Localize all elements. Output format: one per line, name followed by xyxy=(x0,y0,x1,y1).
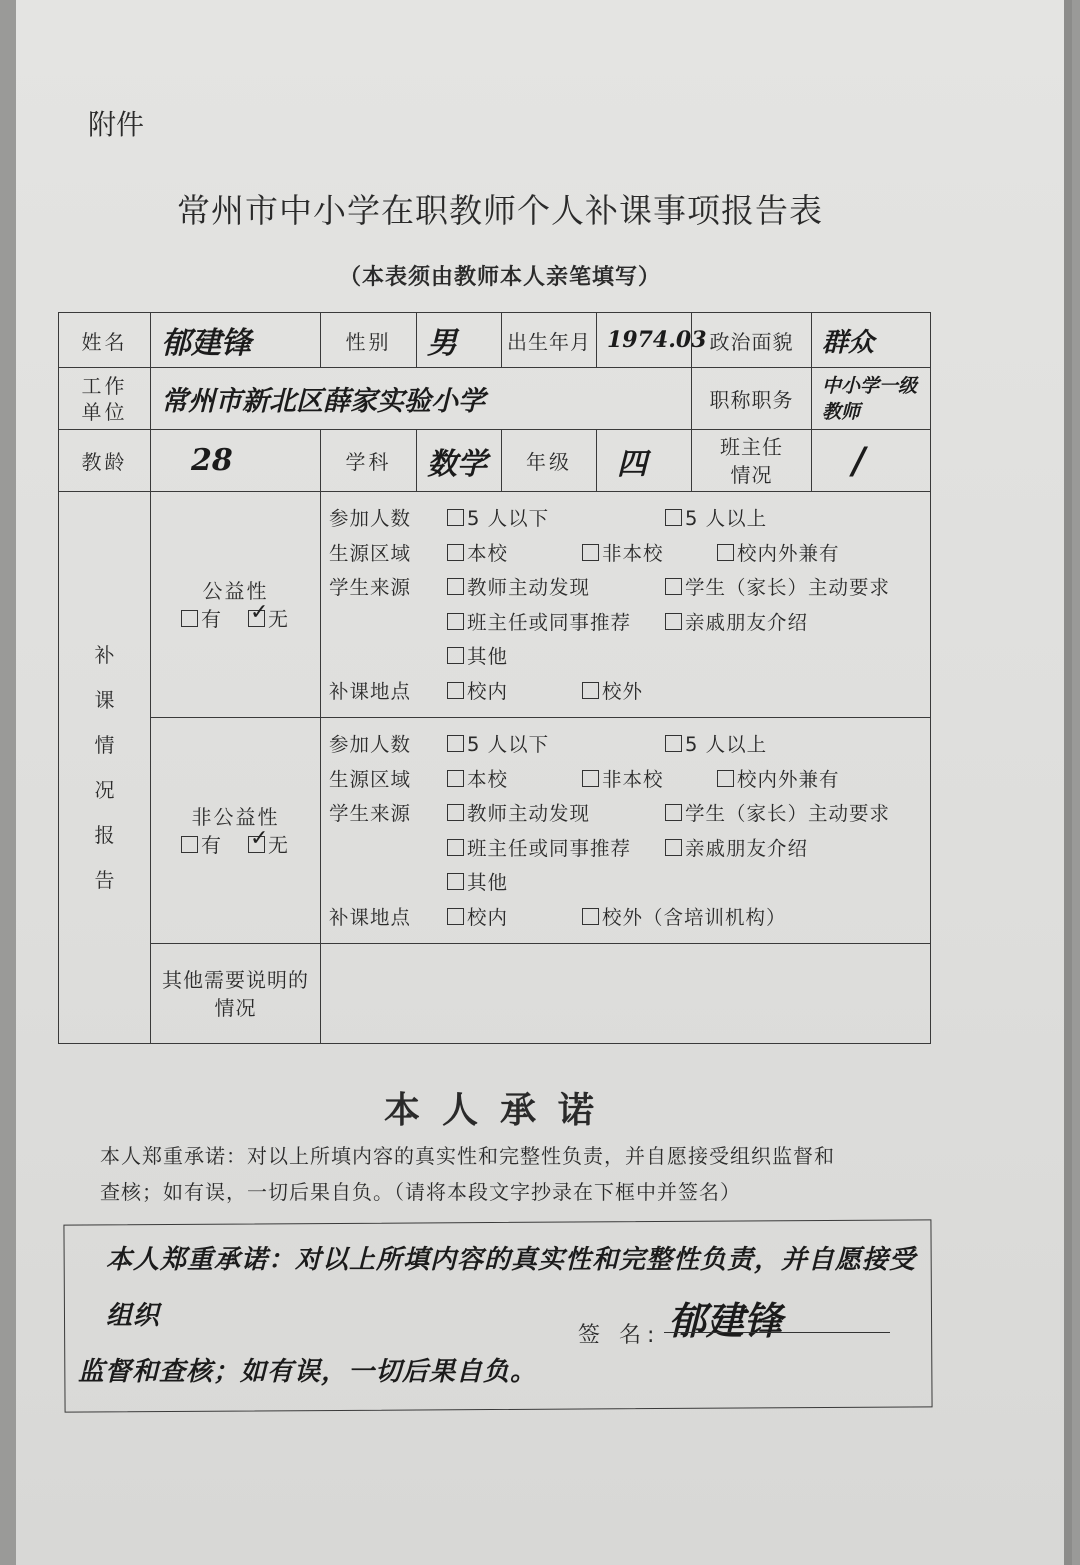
pw-source-opt3-checkbox[interactable] xyxy=(447,613,464,630)
public-welfare-none-checkbox[interactable] xyxy=(248,610,265,627)
npw-region-opt2-checkbox[interactable] xyxy=(582,770,599,787)
non-public-welfare-none-label: 无 xyxy=(268,832,291,857)
form-title: 常州市中小学在职教师个人补课事项报告表 xyxy=(177,191,823,230)
non-public-welfare-has-checkbox[interactable] xyxy=(181,836,198,853)
tutoring-section-char: 情 xyxy=(94,732,115,757)
pw-place-opt2: 校外 xyxy=(602,679,644,703)
row-non-public-welfare xyxy=(59,718,931,944)
public-welfare-none-label: 无 xyxy=(268,606,291,631)
signature-value[interactable]: 郁建锋 xyxy=(668,1298,783,1343)
npw-place-label: 补课地点 xyxy=(329,905,412,929)
npw-source-opt4-checkbox[interactable] xyxy=(665,839,682,856)
promise-text-line1: 本人郑重承诺：对以上所填内容的真实性和完整性负责，并自愿接受组织监督和 xyxy=(100,1144,835,1168)
other-notes-label: 其他需要说明的情况 xyxy=(151,944,321,1044)
pw-count-opt1-checkbox[interactable] xyxy=(447,509,464,526)
gender-label: 性别 xyxy=(321,313,417,368)
npw-source-opt5: 其他 xyxy=(467,871,509,894)
npw-count-opt2: 5 人以上 xyxy=(685,733,768,756)
npw-place-opt2: 校外（含培训机构） xyxy=(602,905,787,929)
political-value[interactable]: 群众 xyxy=(812,313,931,368)
promise-text xyxy=(100,1138,930,1210)
npw-region-opt1-checkbox[interactable] xyxy=(447,770,464,787)
pw-source-opt1: 教师主动发现 xyxy=(467,576,591,599)
public-welfare-has-label: 有 xyxy=(200,606,223,631)
teaching-years-label: 教龄 xyxy=(59,430,151,492)
pw-region-opt2-checkbox[interactable] xyxy=(582,544,599,561)
work-unit-value[interactable]: 常州市新北区薛家实验小学 xyxy=(151,368,692,430)
npw-source-opt3-checkbox[interactable] xyxy=(447,839,464,856)
pw-region-opt3: 校内外兼有 xyxy=(737,541,840,565)
pw-place-label: 补课地点 xyxy=(329,679,412,703)
non-public-welfare-label: 非公益性 xyxy=(191,804,280,829)
non-public-welfare-none-checkbox[interactable] xyxy=(248,836,265,853)
pw-region-opt2: 非本校 xyxy=(602,541,664,565)
npw-region-label: 生源区域 xyxy=(329,767,412,791)
teaching-years-value[interactable]: 28 xyxy=(151,430,321,492)
pw-source-opt4-checkbox[interactable] xyxy=(665,613,682,630)
npw-source-opt2-checkbox[interactable] xyxy=(665,804,682,821)
non-public-welfare-has-label: 有 xyxy=(200,832,223,857)
promise-text-line2: 查核；如有误，一切后果自负。（请将本段文字抄录在下框中并签名） xyxy=(100,1180,741,1204)
pw-source-opt5-checkbox[interactable] xyxy=(447,647,464,664)
pw-source-label: 学生来源 xyxy=(329,576,412,599)
npw-source-opt1: 教师主动发现 xyxy=(467,802,591,825)
tutoring-section-char: 报 xyxy=(94,822,115,847)
npw-source-label: 学生来源 xyxy=(329,802,412,825)
row-teaching xyxy=(59,430,931,492)
pw-region-opt1: 本校 xyxy=(467,541,509,565)
npw-place-opt2-checkbox[interactable] xyxy=(582,908,599,925)
pw-count-opt2-checkbox[interactable] xyxy=(665,509,682,526)
pw-source-opt3: 班主任或同事推荐 xyxy=(467,610,632,634)
row-public-welfare xyxy=(59,492,931,718)
npw-count-opt1-checkbox[interactable] xyxy=(447,735,464,752)
public-welfare-label: 公益性 xyxy=(202,578,269,603)
npw-place-opt1-checkbox[interactable] xyxy=(447,908,464,925)
pw-source-opt5: 其他 xyxy=(467,645,509,668)
public-welfare-has-checkbox[interactable] xyxy=(181,610,198,627)
npw-source-opt3: 班主任或同事推荐 xyxy=(467,836,632,860)
public-welfare-options xyxy=(321,492,931,718)
paper-edge xyxy=(1064,0,1072,1565)
birth-label: 出生年月 xyxy=(502,313,597,368)
npw-region-opt3: 校内外兼有 xyxy=(737,767,840,791)
handwritten-line2: 监督和查核；如有误，一切后果自负。 xyxy=(78,1357,538,1387)
title-label: 职称职务 xyxy=(692,368,812,430)
pw-region-opt3-checkbox[interactable] xyxy=(717,544,734,561)
pw-region-opt1-checkbox[interactable] xyxy=(447,544,464,561)
npw-source-opt2: 学生（家长）主动要求 xyxy=(685,802,891,825)
npw-region-opt1: 本校 xyxy=(467,767,509,791)
gender-value[interactable]: 男 xyxy=(417,313,502,368)
row-work-unit xyxy=(59,368,931,430)
other-notes-value[interactable] xyxy=(321,944,931,1044)
row-other-notes xyxy=(59,944,931,1044)
tutoring-section-char: 补 xyxy=(94,642,115,667)
work-unit-label: 工作单位 xyxy=(59,368,151,430)
report-form-table xyxy=(58,312,931,1044)
row-basic-info xyxy=(59,313,931,368)
pw-count-label: 参加人数 xyxy=(329,507,412,530)
pw-count-opt2: 5 人以上 xyxy=(685,507,768,530)
attachment-label: 附件 xyxy=(88,108,145,141)
promise-title: 本人承诺 xyxy=(383,1090,616,1131)
non-public-welfare-options xyxy=(321,718,931,944)
pw-source-opt1-checkbox[interactable] xyxy=(447,578,464,595)
npw-region-opt2: 非本校 xyxy=(602,767,664,791)
handwritten-line1: 本人郑重承诺：对以上所填内容的真实性和完整性负责，并自愿接受组织 xyxy=(106,1245,917,1331)
handwritten-copy xyxy=(78,1232,938,1400)
pw-place-opt2-checkbox[interactable] xyxy=(582,682,599,699)
pw-source-opt4: 亲戚朋友介绍 xyxy=(685,610,809,634)
non-public-welfare-cell xyxy=(151,718,321,944)
head-teacher-label: 班主任情况 xyxy=(692,430,812,492)
npw-source-opt1-checkbox[interactable] xyxy=(447,804,464,821)
npw-region-opt3-checkbox[interactable] xyxy=(717,770,734,787)
pw-region-label: 生源区域 xyxy=(329,541,412,565)
subject-label: 学科 xyxy=(321,430,417,492)
tutoring-section-char: 况 xyxy=(94,777,115,802)
tutoring-section-char: 课 xyxy=(94,687,115,712)
political-label: 政治面貌 xyxy=(692,313,812,368)
form-subtitle: （本表须由教师本人亲笔填写） xyxy=(338,265,661,290)
name-value[interactable]: 郁建锋 xyxy=(151,313,321,368)
npw-source-opt4: 亲戚朋友介绍 xyxy=(685,836,809,860)
npw-source-opt5-checkbox[interactable] xyxy=(447,873,464,890)
npw-count-opt2-checkbox[interactable] xyxy=(665,735,682,752)
pw-place-opt1-checkbox[interactable] xyxy=(447,682,464,699)
tutoring-section-vertical-text xyxy=(59,633,150,903)
pw-source-opt2-checkbox[interactable] xyxy=(665,578,682,595)
grade-label: 年级 xyxy=(502,430,597,492)
pw-place-opt1: 校内 xyxy=(467,679,509,703)
public-welfare-cell xyxy=(151,492,321,718)
title-value[interactable]: 中小学一级教师 xyxy=(812,368,931,430)
signature-label: 签 名: xyxy=(578,1323,661,1348)
pw-source-opt2: 学生（家长）主动要求 xyxy=(685,576,891,599)
birth-value[interactable]: 1974.03 xyxy=(597,313,692,368)
name-label: 姓名 xyxy=(59,313,151,368)
npw-count-opt1: 5 人以下 xyxy=(467,733,550,756)
pw-count-opt1: 5 人以下 xyxy=(467,507,550,530)
tutoring-section-char: 告 xyxy=(94,867,115,892)
grade-value[interactable]: 四 xyxy=(597,430,692,492)
npw-count-label: 参加人数 xyxy=(329,733,412,756)
subject-value[interactable]: 数学 xyxy=(417,430,502,492)
npw-place-opt1: 校内 xyxy=(467,905,509,929)
tutoring-section-label xyxy=(59,492,151,1044)
head-teacher-value[interactable]: / xyxy=(812,430,931,492)
signature-line xyxy=(664,1332,890,1333)
